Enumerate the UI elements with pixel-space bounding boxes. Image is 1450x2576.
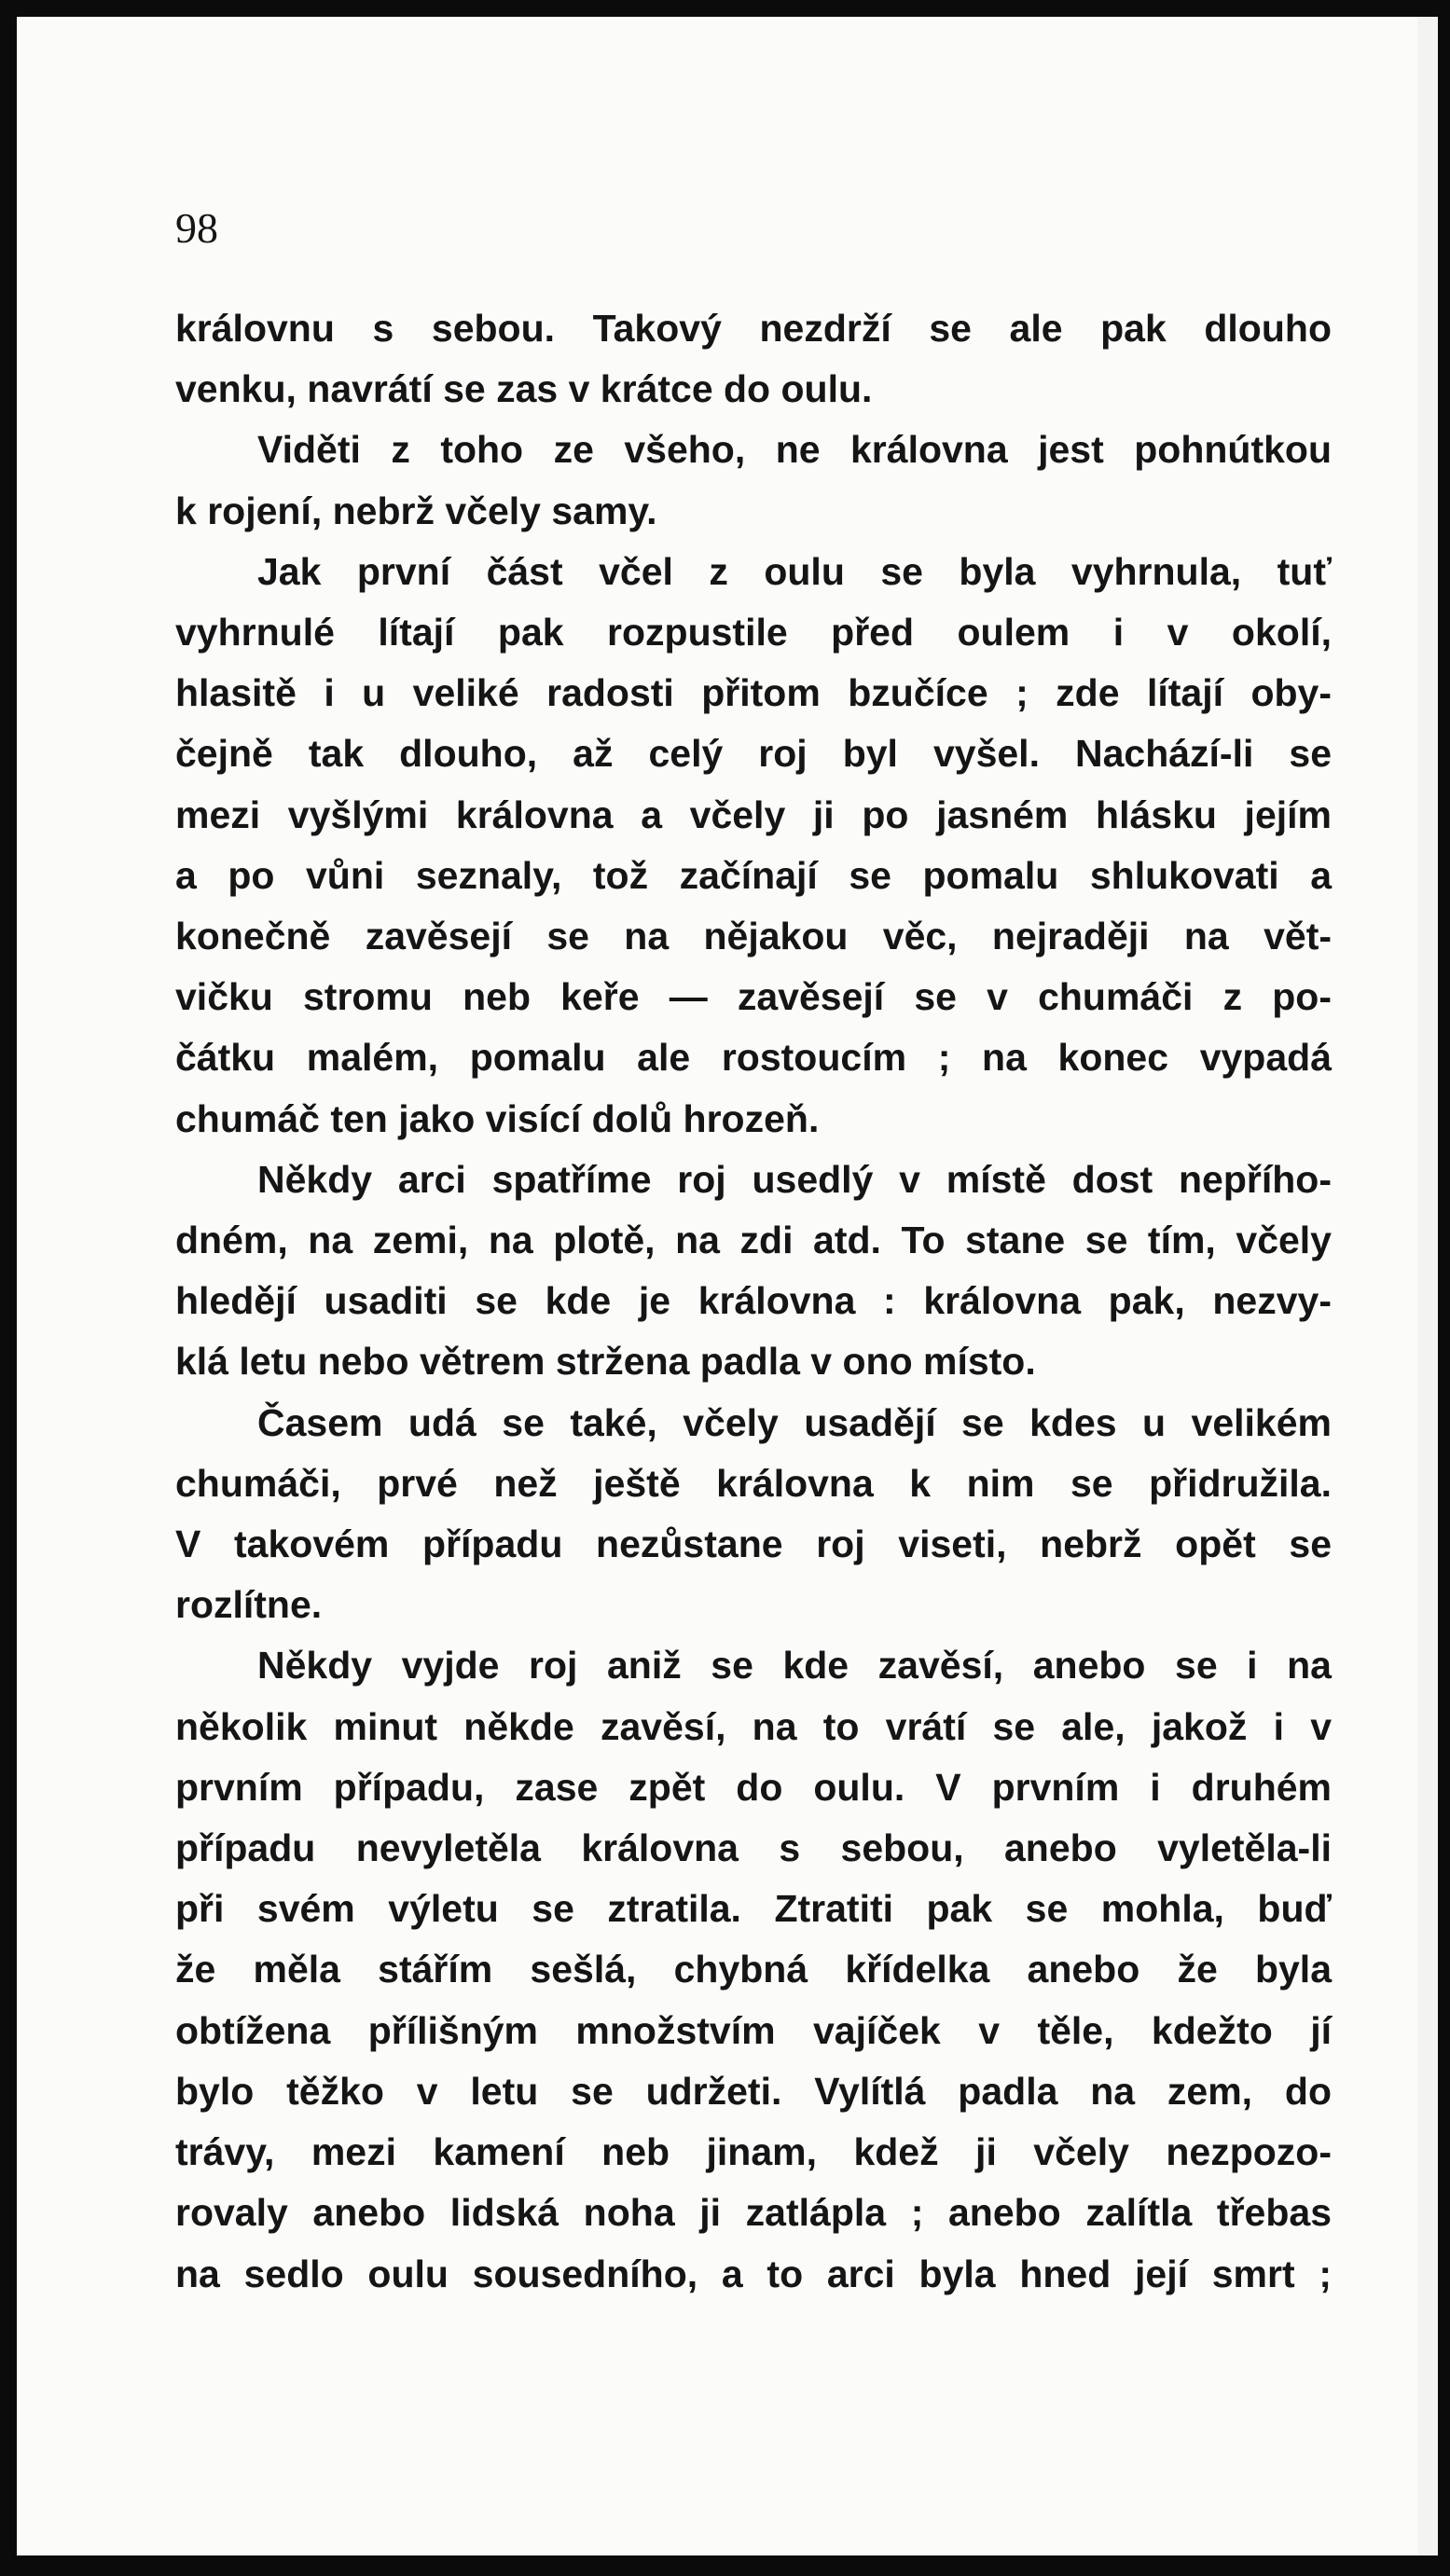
text-line: venku, navrátí se zas v krátce do oulu.	[175, 367, 873, 411]
text-line: vyhrnulé lítají pak rozpustile před oulem i v okolí,	[175, 611, 1332, 654]
paragraph	[175, 542, 1332, 1150]
paragraph	[175, 1150, 1332, 1393]
book-page	[17, 17, 1417, 2555]
text-line: trávy, mezi kamení neb jinam, kdež ji včely nezpozo-	[175, 2130, 1332, 2174]
page-number: 98	[175, 204, 218, 252]
text-line: při svém výletu se ztratila. Ztratiti pak se mohla, buď	[175, 1887, 1332, 1931]
text-line: Časem udá se také, včely usadějí se kdes u velikém	[257, 1400, 1332, 1444]
paragraph	[175, 298, 1332, 420]
text-line: chumáči, prvé než ještě královna k nim se přidružila.	[175, 1461, 1332, 1505]
text-line: klá letu nebo větrem stržena padla v ono místo.	[175, 1340, 1036, 1384]
text-line: rovaly anebo lidská noha ji zatlápla ; anebo zalítla třebas	[175, 2191, 1332, 2235]
text-line: na sedlo oulu sousedního, a to arci byla hned její smrt ;	[175, 2252, 1332, 2295]
text-line: čejně tak dlouho, až celý roj byl vyšel. Nachází-li se	[175, 732, 1332, 776]
text-line: Někdy vyjde roj aniž se kde zavěsí, anebo se i na	[257, 1644, 1332, 1687]
page-edge	[1417, 17, 1438, 2555]
text-line: královnu s sebou. Takový nezdrží se ale pak dlouho	[175, 307, 1332, 350]
text-line: hlasitě i u veliké radosti přitom bzučíce ; zde lítají oby-	[175, 671, 1332, 715]
text-line: konečně zavěsejí se na nějakou věc, nejraději na vět-	[175, 915, 1332, 958]
paragraph	[175, 420, 1332, 541]
text-line: čátku malém, pomalu ale rostoucím ; na konec vypadá	[175, 1036, 1332, 1080]
paragraph	[175, 1393, 1332, 1636]
text-line: případu nevyletěla královna s sebou, anebo vyletěla-li	[175, 1826, 1332, 1870]
text-line: několik minut někde zavěsí, na to vrátí se ale, jakož i v	[175, 1704, 1332, 1748]
paragraph	[175, 1635, 1332, 2304]
text-line: Někdy arci spatříme roj usedlý v místě dost nepřího-	[257, 1157, 1332, 1201]
text-line: vičku stromu neb keře — zavěsejí se v chumáči z po-	[175, 975, 1332, 1019]
body-text	[175, 298, 1332, 2305]
text-line: a po vůni seznaly, tož začínají se pomalu shlukovati a	[175, 853, 1332, 897]
text-line: V takovém případu nezůstane roj viseti, nebrž opět se	[175, 1522, 1332, 1566]
text-line: prvním případu, zase zpět do oulu. V prvním i druhém	[175, 1765, 1332, 1809]
text-line: dném, na zemi, na plotě, na zdi atd. To stane se tím, včely	[175, 1219, 1332, 1262]
text-line: že měla stářím sešlá, chybná křídelka anebo že byla	[175, 1948, 1332, 1991]
text-line: chumáč ten jako visící dolů hrozeň.	[175, 1096, 820, 1140]
text-line: bylo těžko v letu se udržeti. Vylítlá padla na zem, do	[175, 2069, 1332, 2113]
text-line: Jak první část včel z oulu se byla vyhrnula, tuť	[257, 549, 1332, 593]
text-line: rozlítne.	[175, 1583, 323, 1627]
text-line: mezi vyšlými královna a včely ji po jasném hlásku jejím	[175, 792, 1332, 836]
text-line: hledějí usaditi se kde je královna : královna pak, nezvy-	[175, 1279, 1332, 1323]
text-line: k rojení, nebrž včely samy.	[175, 489, 657, 532]
text-line: Viděti z toho ze všeho, ne královna jest pohnútkou	[257, 428, 1332, 472]
text-line: obtížena přílišným množstvím vajíček v těle, kdežto jí	[175, 2008, 1332, 2052]
